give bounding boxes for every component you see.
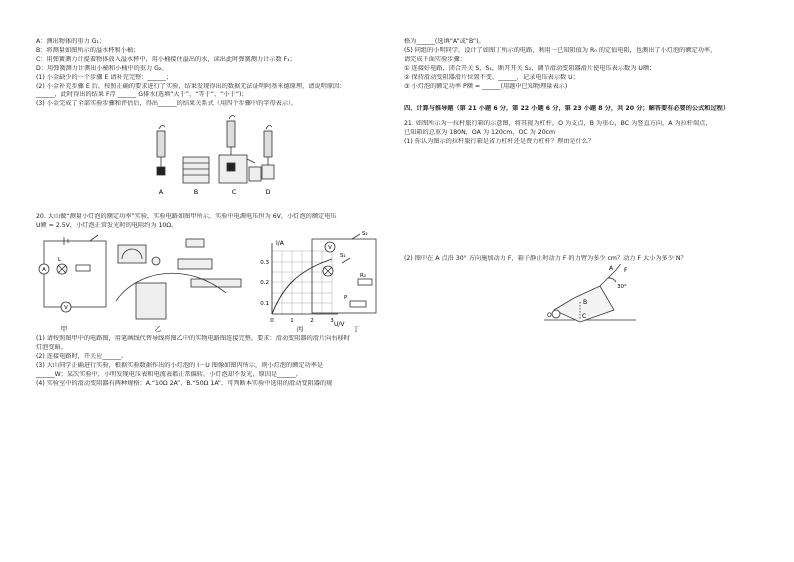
- q20-cont-4: 格为______(选填“A”或“B”)。: [404, 38, 485, 45]
- q19-figure: [36, 109, 388, 207]
- q21-text-1: 21. 如图所示为一拉杆旅行箱的示意图，将其视为杠杆，O 为支点，B 为重心，BC 为竖直方向，A 为拉杆端点，: [404, 120, 712, 128]
- s1-label: S₁: [340, 253, 346, 260]
- lever-label-b: B: [583, 298, 588, 306]
- circuit-jia: [39, 235, 106, 312]
- voltmeter-label: V: [64, 305, 68, 312]
- q20-intro-1: 20. 大山做“测量小灯泡的额定功率”实验，实验电路如图甲所示，实验中电源电压恒为 6V，小灯泡的额定电压: [36, 213, 337, 221]
- q21-question-2: (2) 图中在 A 点沿 30° 方向施加动力 F，箱子静止时动力 F 的力臂为多少 cm？动力 F 大小为多少 N？: [404, 255, 687, 263]
- q20-step-3: ③ 小灯泡的额定功率 P额 = ______(用题中已知物理量表示): [404, 82, 568, 90]
- circuit-ding: [312, 234, 376, 313]
- r0-label: R₀: [360, 273, 367, 280]
- q20-cont-5b: 请完成下面实验步骤：: [404, 55, 466, 63]
- lever-label-o: O: [547, 311, 552, 319]
- q19-step-a: A：测出物体的重力 G₁；: [36, 38, 106, 45]
- overflow-cup-diagram: [36, 109, 388, 207]
- lever-angle-label: 30°: [617, 283, 627, 290]
- fig-label-c: C: [231, 188, 237, 197]
- fig-label-ding: 丁: [352, 325, 360, 334]
- q19-step-b: B：将测量如图所示的溢水杯和小桶；: [36, 46, 140, 54]
- q20-question-3: (3) 大山同学正确进行实验，根据实验数据作出的小灯泡的 I－U 图像如图丙所示，则小灯泡的额定功率是: [36, 361, 324, 369]
- q20-question-1: (1) 请按照图甲中的电路图，用笔画线代替导线将图乙中的实物电路图连接完整。要求：滑动变阻器的滑片向右移时: [36, 335, 350, 343]
- q21-question-1: (1) 你认为图示的拉杆旅行箱是省力杠杆还是费力杠杆？理由是什么？: [404, 138, 595, 146]
- q19-step-d: D：用弹簧测力计测出小桶和小桶中的重力 G₂。: [36, 64, 168, 72]
- right-column: [404, 38, 762, 334]
- xtick: 1: [290, 318, 294, 325]
- graph-ylabel: I/A: [276, 240, 284, 248]
- q20-question-3b: ______W；某次实验中，小明发现电压表和电流表都正常偏转，小灯泡却不发光，原因是______。: [36, 370, 302, 378]
- xtick: 2: [310, 318, 314, 325]
- fig-label-jia: 甲: [60, 325, 68, 334]
- fig-label-bing: 丙: [296, 325, 304, 334]
- q20-question-4: (4) 实验室中的滑动变阻器有两种规格：A.“10Ω 2A”，B.“50Ω 1A”，可判断本实验中选用的滑动变阻器的规: [36, 379, 333, 387]
- ytick: 0.3: [260, 260, 269, 267]
- q20-figure: [36, 231, 388, 335]
- lamp-label: L: [58, 257, 62, 264]
- q19-question-2b: ______，此时得出的结果 F浮 ______ G排水(选填“大于”、“等于”、“小于”)；: [36, 91, 248, 99]
- q21-figure: [404, 264, 762, 334]
- circuit-yi: [116, 239, 241, 319]
- luggage-lever-diagram: [404, 264, 762, 334]
- q20-step-1: ① 连接好电路，闭合开关 S、S₁，断开开关 S₂，调节滑动变阻器滑片使电压表示数为 U额；: [404, 64, 656, 72]
- q20-cont-5: (5) 同组的小明同学，设计了如图丁所示的电路，利用一已知阻值为 R₀ 的定值电阻，也测出了小灯泡的额定功率，: [404, 46, 717, 54]
- ytick: 0.2: [260, 280, 269, 287]
- fig-label-b: B: [193, 188, 199, 197]
- lever-label-f: F: [624, 266, 628, 274]
- left-column: [36, 38, 388, 389]
- graph-xlabel: U/V: [334, 321, 345, 329]
- q20-intro-2: U额 = 2.5V，小灯泡正常发光时的电阻约为 10Ω。: [36, 222, 178, 230]
- q19-question-2: (2) 小金补充步骤 E 后，按照正确的要求进行了实验，结果发现得出的数据无法证明阿基米德原理，请说明原因：: [36, 82, 346, 90]
- s2-label: S₂: [362, 231, 368, 238]
- ammeter-label: A: [42, 267, 46, 274]
- q20-question-2: (2) 连接电路时，开关应______。: [36, 352, 128, 360]
- q21-text-2: 已知箱的总重为 180N，OA 为 120cm，OC 为 20cm: [404, 129, 556, 137]
- fig-label-yi: 乙: [154, 325, 162, 334]
- section-4-title: 四、计算与推导题（第 21 小题 6 分，第 22 小题 6 分，第 23 小题 8 分，共 20 分；解答要有必要的公式和过程）: [404, 105, 730, 113]
- q20-question-1b: 灯泡变暗。: [36, 343, 67, 351]
- p-label: P: [344, 295, 348, 302]
- ytick: 0.1: [260, 301, 269, 308]
- fig-label-a: A: [158, 188, 164, 197]
- xtick: 3: [330, 318, 334, 325]
- xtick: 0: [270, 318, 274, 325]
- lever-label-c: C: [582, 312, 587, 320]
- q20-circuits: [36, 231, 388, 335]
- q19-question-3: (3) 小金完成了全部实验步骤和评估后，得出______的结果关系式（用四个步骤中的字母表示）。: [36, 100, 298, 108]
- iu-graph: [260, 240, 345, 328]
- q19-step-c: C：用弹簧测力计提着物体放入溢水杯中，用小桶接住溢出的水，读出此时弹簧测力计示数 F₁；: [36, 55, 296, 63]
- lever-label-a: A: [609, 264, 614, 272]
- q19-question-1: (1) 小金缺少的一个步骤 E 请补充完整：______；: [36, 73, 173, 81]
- q20-step-2: ② 保持滑动变阻器滑片位置不变，______，记录电压表示数 U；: [404, 73, 579, 81]
- fig-label-d: D: [265, 188, 271, 197]
- ding-voltmeter-label: V: [328, 245, 332, 252]
